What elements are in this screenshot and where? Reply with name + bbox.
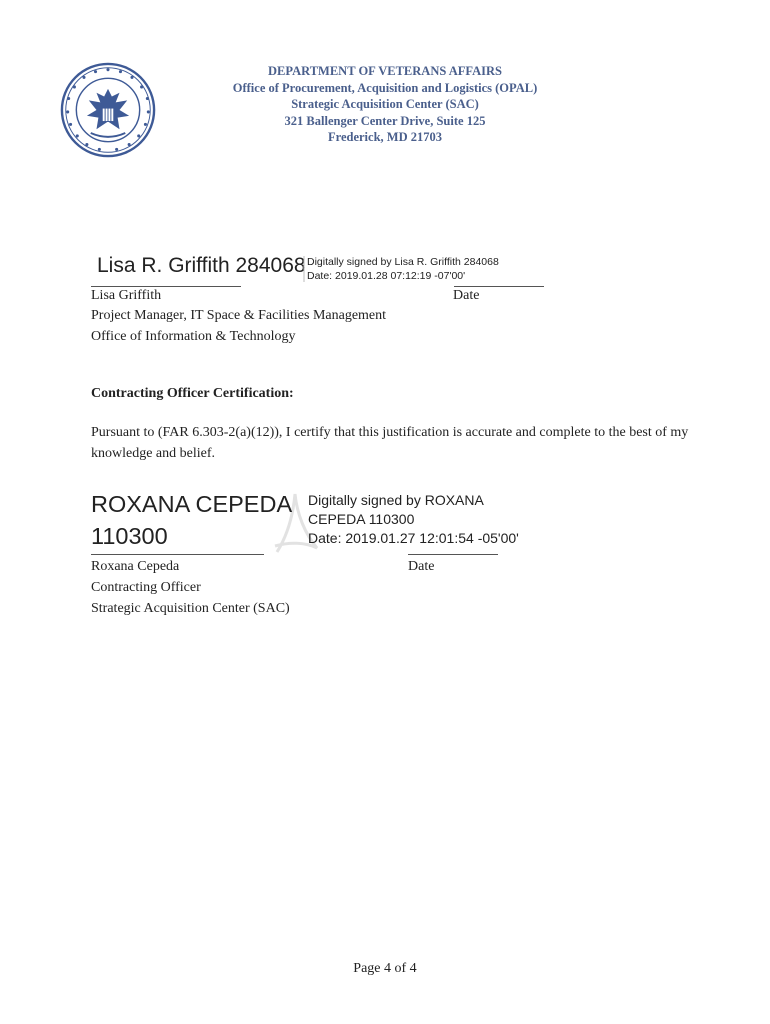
digital-signature-name-2 [91, 488, 292, 552]
signed-by-text-2a: Digitally signed by ROXANA [308, 492, 484, 508]
digital-signature-name-1: Lisa R. Griffith 284068 [97, 254, 306, 277]
department-name: DEPARTMENT OF VETERANS AFFAIRS [268, 64, 502, 78]
digital-signature-name-line-2: 110300 [91, 523, 168, 549]
city-state-zip: Frederick, MD 21703 [328, 130, 442, 144]
signer-office-2: Strategic Acquisition Center (SAC) [91, 601, 290, 616]
signed-by-text-2b: CEPEDA 110300 [308, 511, 415, 527]
signer-name-1: Lisa Griffith [91, 288, 162, 303]
street-address: 321 Ballenger Center Drive, Suite 125 [284, 113, 486, 128]
signature-line-2 [91, 554, 264, 555]
digital-signature-name-line-1: ROXANA CEPEDA [91, 491, 293, 517]
digital-signature-detail-2 [308, 491, 519, 548]
date-label-2: Date [408, 559, 435, 574]
letterhead [200, 63, 570, 146]
signer-title-2: Contracting Officer [91, 580, 201, 595]
signed-date-text-2: Date: 2019.01.27 12:01:54 -05'00' [308, 530, 519, 546]
date-line-2 [408, 554, 498, 555]
signed-date-text: Date: 2019.01.28 07:12:19 -07'00' [307, 270, 466, 282]
certification-text: Pursuant to (FAR 6.303-2(a)(12)), I certify that this justification is accurate and complete to the best of my knowledge and belief. [91, 425, 689, 461]
va-seal-icon [60, 62, 156, 158]
signer-title-1: Project Manager, IT Space & Facilities Management [91, 308, 387, 323]
digital-signature-detail-1 [307, 255, 499, 283]
signer-name-2: Roxana Cepeda [91, 559, 180, 574]
date-label-1: Date [453, 288, 480, 303]
page-number: Page 4 of 4 [353, 961, 417, 976]
signed-by-text: Digitally signed by Lisa R. Griffith 284068 [307, 256, 499, 268]
certification-heading: Contracting Officer Certification: [91, 386, 294, 401]
center-name: Strategic Acquisition Center (SAC) [291, 97, 479, 111]
signer-office-1: Office of Information & Technology [91, 329, 296, 344]
office-name: Office of Procurement, Acquisition and Logistics (OPAL) [232, 80, 538, 95]
